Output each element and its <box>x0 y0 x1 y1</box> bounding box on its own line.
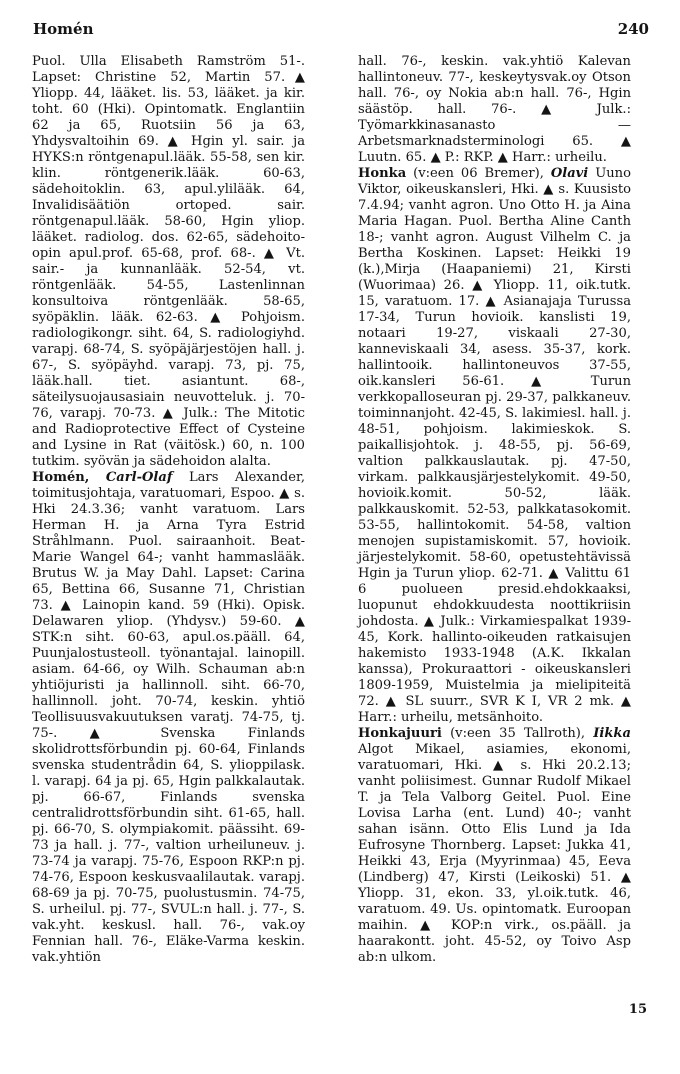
page-number: 240 <box>617 20 649 38</box>
continued-entry-text: Puol. Ulla Elisabeth Ramström 51-. Lapset: Christine 52, Martin 57.▲ Yliopp. 44, lääket. lis. 53, lääket. ja kir. toht. 60 (Hki). Opintomatk. Englantiin 62 ja 65, Ruotsiin 56 ja 63, Yhdysvaltoihin 69. ▲ Hgin yl. sair. ja HYKS:n röntgenapul.lääk. 55-58, sen kir. klin. röntgenerik.lääk. 60-63, sädehoitoklin. 63, apul.ylilääk. 64, Invalidisäätiön ortoped. sair. röntgenapul.lääk. 58-60, Hgin yliop. lääket. radiolog. dos. 62-65, sädehoito-opin apul.prof. 65-68, prof. 68-. ▲ Vt. sair.- ja kunnanlääk. 52-54, vt. röntgenlääk. 54-55, Lastenlinnan konsultoiva röntgenlääk. 58-65, syöpäklin. lääk. 62-63. ▲ Pohjoism. radiologikongr. siht. 64, S. radiologiyhd. varapj. 68-74, S. syöpäjärjestöjen hall. j. 67-, S. syöpäyhd. varapj. 73, pj. 75, lääk.hall. tiet. asiantunt. 68-, säteilysuojausasiain neuvotteluk. j. 70-76, varapj. 70-73. ▲ Julk.: The Mitotic and Radioprotective Effect of Cysteine and Lysine in Rat (väitösk.) 60, n. 100 tutkim. syövän ja sädehoidon alalta. <box>32 54 305 469</box>
running-head: Homén <box>33 20 94 38</box>
left-column <box>32 54 305 966</box>
entry-former-name: (v:een 06 Bremer), <box>406 166 551 181</box>
entry-honkajuuri-iikka <box>358 726 631 966</box>
right-column <box>358 54 631 966</box>
entry-body: Algot Mikael, asiamies, ekonomi, varatuomari, Hki. ▲ s. Hki 20.2.13; vanht poliisimest. Gunnar Rudolf Mikael T. ja Tela Valborg Geitel. Puol. Eine Lovisa Larha (ent. Lund) 40-; vanht sahan isänn. Otto Elis Lund ja Ida Eufrosyne Thornberg. Lapset: Jukka 41, Heikki 43, Erja (Myyrinmaa) 45, Eeva (Lindberg) 47, Kirsti (Leikoski) 51. ▲ Yliopp. 31, ekon. 33, yl.oik.tutk. 46, varatuom. 49. Us. opintomatk. Euroopan maihin. ▲ KOP:n virk., os.pääll. ja haarakontt. joht. 45-52, oy Toivo Asp ab:n ulkom. <box>358 742 631 965</box>
entry-homen-carl-olaf <box>32 470 305 966</box>
entry-honka-olavi <box>358 166 631 726</box>
continued-entry-text: hall. 76-, keskin. vak.yhtiö Kalevan hallintoneuv. 77-, keskeytysvak.oy Otson hall. 76-, oy Nokia ab:n hall. 76-, Hgin säästöp. hall. 76-. ▲ Julk.: Työmarkkinasanasto — Arbetsmarknadsterminologi 65. ▲ Luutn. 65. ▲ P.: RKP. ▲ Harr.: urheilu. <box>358 54 631 165</box>
entry-surname: Honkajuuri <box>358 726 442 741</box>
entry-body: Uuno Viktor, oikeuskansleri, Hki. ▲ s. Kuusisto 7.4.94; vanht agron. Uno Otto H. ja Aina Maria Hagan. Puol. Bertha Aline Canth 18-; vanht agron. August Vilhelm C. ja Bertha Koskinen. Lapset: Heikki 19 (k.),Mirja (Haapaniemi) 21, Kirsti (Wuorimaa) 26. ▲ Yliopp. 11, oik.tutk. 15, varatuom. 17. ▲ Asianajaja Turussa 17-34, Turun hovioik. kanslisti 19, notaari 19-27, viskaali 27-30, kanneviskaali 34, asess. 35-37, kork. hallintooik. hallintoneuvos 37-55, oik.kansleri 56-61. ▲ Turun verkkopalloseuran pj. 29-37, palkkaneuv. toiminnanjoht. 42-45, S. lakimiesl. hall. j. 48-51, pohjoism. lakimieskok. S. paikallisjohtok. j. 48-55, pj. 56-69, valtion palkkauslautak. pj. 47-50, virkam. palkkausjärjestelykomit. 49-50, hovioik.komit. 50-52, lääk. palkkauskomit. 52-53, palkkatasokomit. 53-55, hallintokomit. 54-58, valtion menojen supistamiskomit. 57, hovioik. järjestelykomit. 58-60, opetustehtävissä Hgin ja Turun yliop. 62-71. ▲ Valittu 61 6 puolueen presid.ehdokkaaksi, luopunut ehdokkuudesta noottikriisin johdosta. ▲ Julk.: Virkamiespalkat 1939-45, Kork. hallinto-oikeuden ratkaisujen hakemisto 1933-1948 (A.K. Ikkalan kanssa), Prokuraattori - oikeuskansleri 1809-1959, Muistelmia ja mielipiteitä 72. ▲ SL suurr., SVR K I, VR 2 mk. ▲ Harr.: urheilu, metsänhoito. <box>358 166 631 725</box>
entry-given-name: Carl-Olaf <box>105 470 173 485</box>
entry-former-name: (v:een 35 Tallroth), <box>441 726 594 741</box>
entry-body: Lars Alexander, toimitusjohtaja, varatuomari, Espoo. ▲ s. Hki 24.3.36; vanht varatuom. Lars Herman H. ja Arna Tyra Estrid Stråhlmann. Puol. sairaanhoit. Beat-Marie Wangel 64-; vanht hammaslääk. Brutus W. ja May Dahl. Lapset: Carina 65, Bettina 66, Susanne 71, Christian 73. ▲ Lainopin kand. 59 (Hki). Opisk. Delawaren yliop. (Yhdysv.) 59-60. ▲ STK:n siht. 60-63, apul.os.pääll. 64, Puunjalostusteoll. työnantajal. lainopill. asiam. 64-66, oy Wilh. Schauman ab:n yhtiöjuristi ja hallinnoll. siht. 66-70, hallinnoll. joht. 70-74, keskin. yhtiö Teollisuusvakuutuksen varatj. 74-75, tj. 75-. ▲ Svenska Finlands skolidrottsförbundin pj. 60-64, Finlands svenska studentrådin 64, S. ylioppilask. l. varapj. 64 ja pj. 65, Hgin palkkalautak. pj. 66-67, Finlands svenska centralidrottsförbundin siht. 61-65, hall. pj. 66-70, S. olympiakomit. päässiht. 69-73 ja hall. j. 77-, valtion urheiluneuv. j. 73-74 ja varapj. 75-76, Espoon RKP:n pj. 74-76, Espoon keskusvaalilautak. varapj. 68-69 ja pj. 70-75, puolustusmin. 74-75, S. urheilul. pj. 77-, SVUL:n hall. j. 77-, S. vak.yht. keskusl. hall. 76-, vak.oy Fennian hall. 76-, Eläke-Varma keskin. vak.yhtiön <box>32 470 305 965</box>
entry-given-name: Iikka <box>593 726 631 741</box>
entry-given-name: Olavi <box>550 166 589 181</box>
page-folio: 15 <box>628 1002 647 1017</box>
entry-surname: Honka <box>358 166 407 181</box>
entry-surname: Homén, <box>32 470 90 485</box>
